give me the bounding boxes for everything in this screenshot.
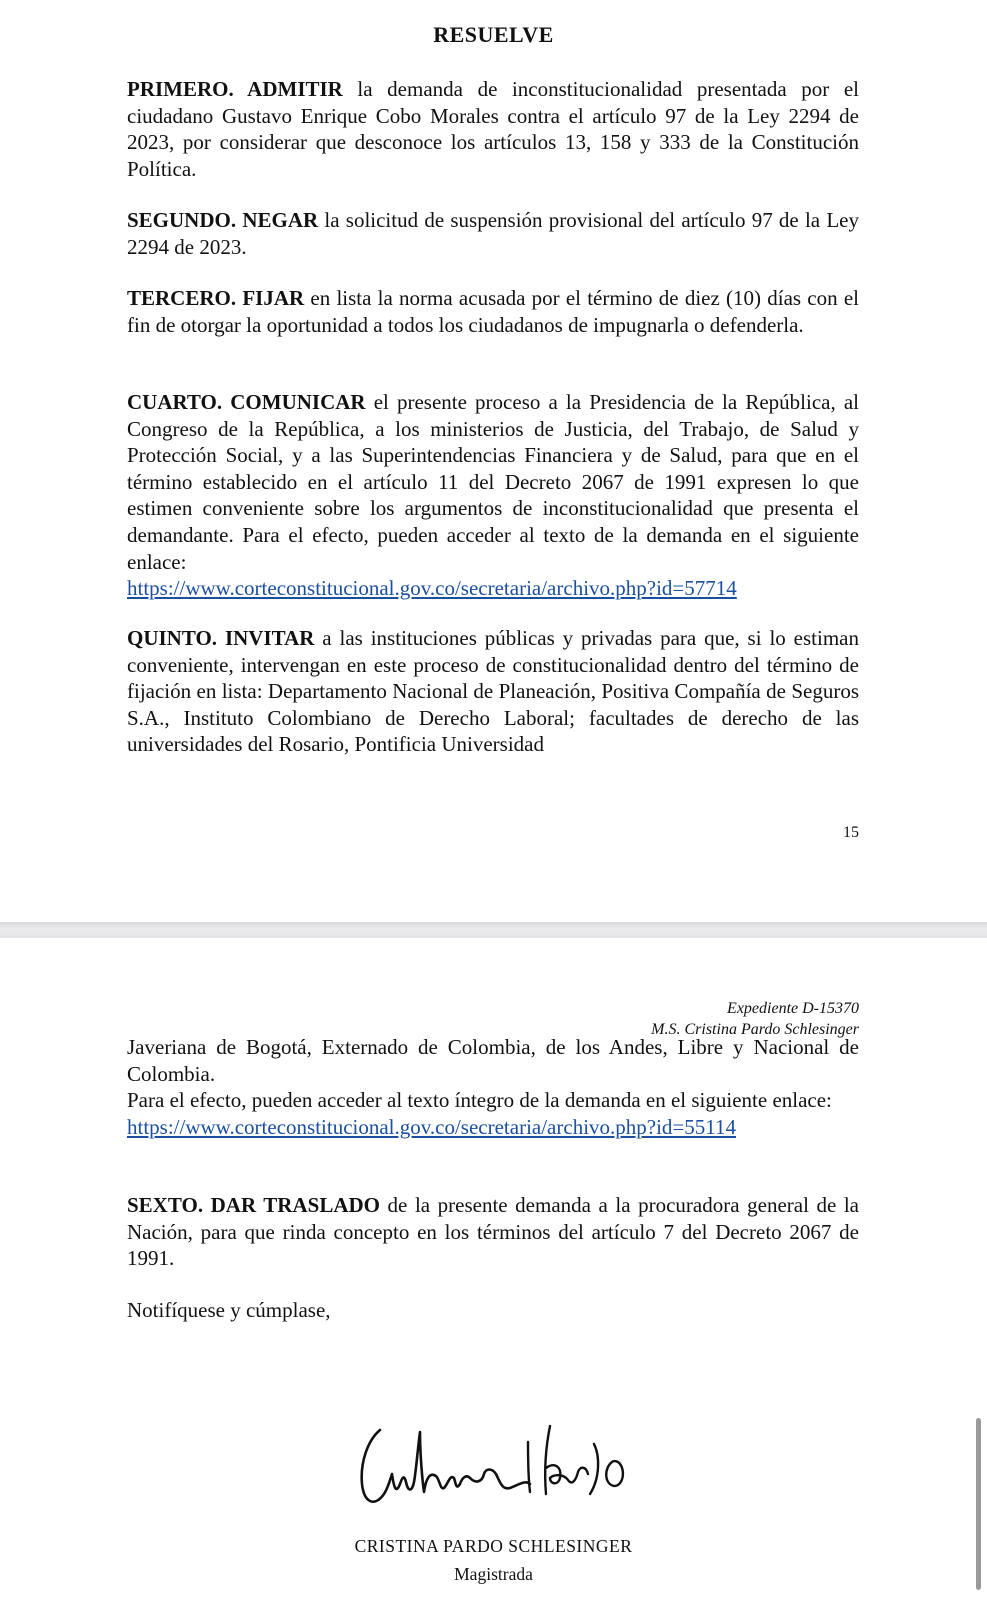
- paragraph-tercero-heading: TERCERO. FIJAR: [127, 286, 305, 310]
- paragraph-quinto-text: a las instituciones públicas y privadas para que, si lo estiman conveniente, intervengan en este proceso de constitucionalidad dentro del término de fijación en lista: Departamento Nacional de Planeación, Positiva Compañía de Seguros S.A., Instituto Colombiano de Derecho Laboral; facultades de derecho de las universidades del Rosario, Pontificia Universidad: [127, 626, 859, 757]
- paragraph-segundo: [127, 207, 859, 260]
- closing-formula: Notifíquese y cúmplase,: [127, 1298, 331, 1322]
- continuation-text-2: Para el efecto, pueden acceder al texto íntegro de la demanda en el siguiente enlace:: [127, 1088, 832, 1113]
- demand-link-55114[interactable]: https://www.corteconstitucional.gov.co/secretaria/archivo.php?id=55114: [127, 1114, 736, 1139]
- signer-role: Magistrada: [454, 1564, 533, 1584]
- continuation-text: Javeriana de Bogotá, Externado de Colombia, de los Andes, Libre y Nacional de Colombia.: [127, 1035, 859, 1086]
- magistrate-rapporteur: M.S. Cristina Pardo Schlesinger: [651, 1021, 859, 1038]
- paragraph-primero-text: la demanda de inconstitucionalidad presentada por el ciudadano Gustavo Enrique Cobo Morales contra el artículo 97 de la Ley 2294 de 2023, por considerar que desconoce los artículos 13, 158 y 333 de la Constitución Política.: [127, 77, 859, 181]
- paragraph-sexto-heading: SEXTO. DAR TRASLADO: [127, 1193, 380, 1217]
- paragraph-tercero-text: en lista la norma acusada por el término de diez (10) días con el fin de otorgar la oportunidad a todos los ciudadanos de impugnarla o defenderla.: [127, 286, 859, 337]
- case-number: Expediente D-15370: [727, 1000, 859, 1017]
- page-separator: [0, 922, 987, 938]
- paragraph-continuation: [127, 1034, 859, 1140]
- section-title: RESUELVE: [433, 22, 554, 47]
- page-number: 15: [843, 824, 859, 841]
- paragraph-primero: [127, 76, 859, 182]
- signer-name: CRISTINA PARDO SCHLESINGER: [354, 1536, 633, 1556]
- paragraph-cuarto-heading: CUARTO. COMUNICAR: [127, 390, 366, 414]
- demand-link-57714[interactable]: https://www.corteconstitucional.gov.co/secretaria/archivo.php?id=57714: [127, 576, 737, 601]
- paragraph-sexto-text: de la presente demanda a la procuradora general de la Nación, para que rinda concepto en los términos del artículo 7 del Decreto 2067 de 1991.: [127, 1193, 860, 1271]
- paragraph-sexto: [127, 1192, 859, 1272]
- paragraph-segundo-text: la solicitud de suspensión provisional del artículo 97 de la Ley 2294 de 2023.: [127, 208, 859, 259]
- paragraph-quinto: [127, 625, 859, 758]
- paragraph-cuarto-text: el presente proceso a la Presidencia de la República, al Congreso de la República, a los ministerios de Justicia, del Trabajo, de Salud y Protección Social, y a las Superintendencias Financiera y de Salud, para que en el término establecido en el artículo 11 del Decreto 2067 de 1991 expresen lo que estimen conveniente sobre los argumentos de inconstitucionalidad que presenta el demandante. Para el efecto, pueden acceder al texto de la demanda en el siguiente enlace:: [127, 390, 859, 574]
- paragraph-tercero: [127, 285, 859, 338]
- paragraph-segundo-heading: SEGUNDO. NEGAR: [127, 208, 319, 232]
- paragraph-cuarto: [127, 389, 859, 602]
- scrollbar-thumb[interactable]: [976, 1418, 981, 1590]
- paragraph-quinto-heading: QUINTO. INVITAR: [127, 626, 315, 650]
- handwritten-signature: [350, 1422, 640, 1522]
- paragraph-primero-heading: PRIMERO. ADMITIR: [127, 77, 343, 101]
